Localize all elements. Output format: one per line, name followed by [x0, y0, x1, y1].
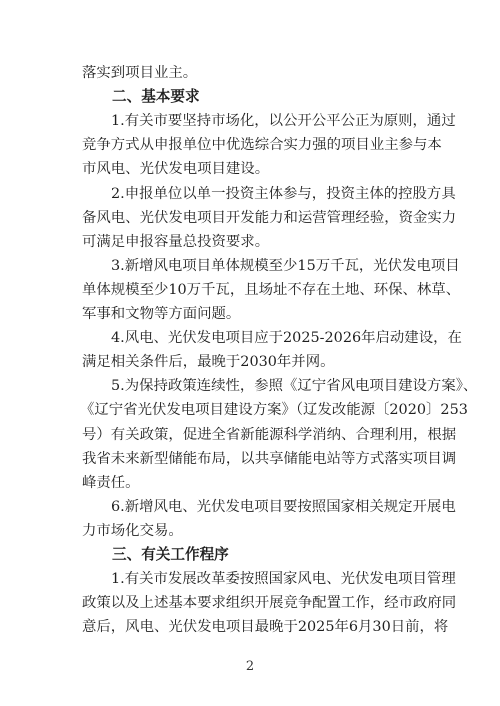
text-line: 单体规模至少10万千瓦，且场址不存在土地、环保、林草、 [82, 282, 461, 298]
text-line: 我省未来新型储能布局，以共享储能电站等方式落实项目调 [82, 451, 457, 467]
text-line: 意后，风电、光伏发电项目最晚于2025年6月30日前，将 [82, 619, 449, 635]
text-line: 《辽宁省光伏发电项目建设方案》（辽发改能源〔2020〕253 [80, 402, 468, 418]
text-line: 1.有关市发展改革委按照国家风电、光伏发电项目管理 [111, 571, 456, 587]
text-line: 政策以及上述基本要求组织开展竞争配置工作，经市政府同 [82, 595, 457, 611]
text-line: 军事和文物等方面问题。 [82, 306, 241, 322]
text-line: 满足相关条件后，最晚于2030年并网。 [82, 354, 335, 370]
text-line: 竞争方式从申报单位中优选综合实力强的项目业主参与本 [82, 137, 442, 153]
section-heading: 二、基本要求 [112, 88, 200, 105]
text-line: 5.为保持政策连续性，参照《辽宁省风电项目建设方案》、 [111, 378, 478, 394]
text-line: 可满足申报容量总投资要求。 [82, 234, 270, 250]
text-line: 号）有关政策，促进全省新能源科学消纳、合理利用，根据 [82, 427, 457, 443]
text-line: 峰责任。 [82, 475, 140, 491]
text-line: 3.新增风电项目单体规模至少15万千瓦，光伏发电项目 [111, 258, 460, 274]
text-line: 4.风电、光伏发电项目应于2025-2026年启动建设，在 [111, 330, 462, 346]
text-line: 2.申报单位以单一投资主体参与，投资主体的控股方具 [111, 186, 456, 202]
text-line: 力市场化交易。 [82, 523, 183, 539]
page-number: 2 [245, 659, 255, 674]
section-heading: 三、有关工作程序 [112, 546, 229, 563]
text-line: 1.有关市要坚持市场化，以公开公平公正为原则，通过 [111, 113, 456, 129]
text-line: 6.新增风电、光伏发电项目要按照国家相关规定开展电 [111, 499, 456, 515]
text-line: 落实到项目业主。 [82, 65, 198, 81]
text-line: 市风电、光伏发电项目建设。 [82, 161, 270, 177]
text-line: 备风电、光伏发电项目开发能力和运营管理经验，资金实力 [82, 210, 457, 226]
